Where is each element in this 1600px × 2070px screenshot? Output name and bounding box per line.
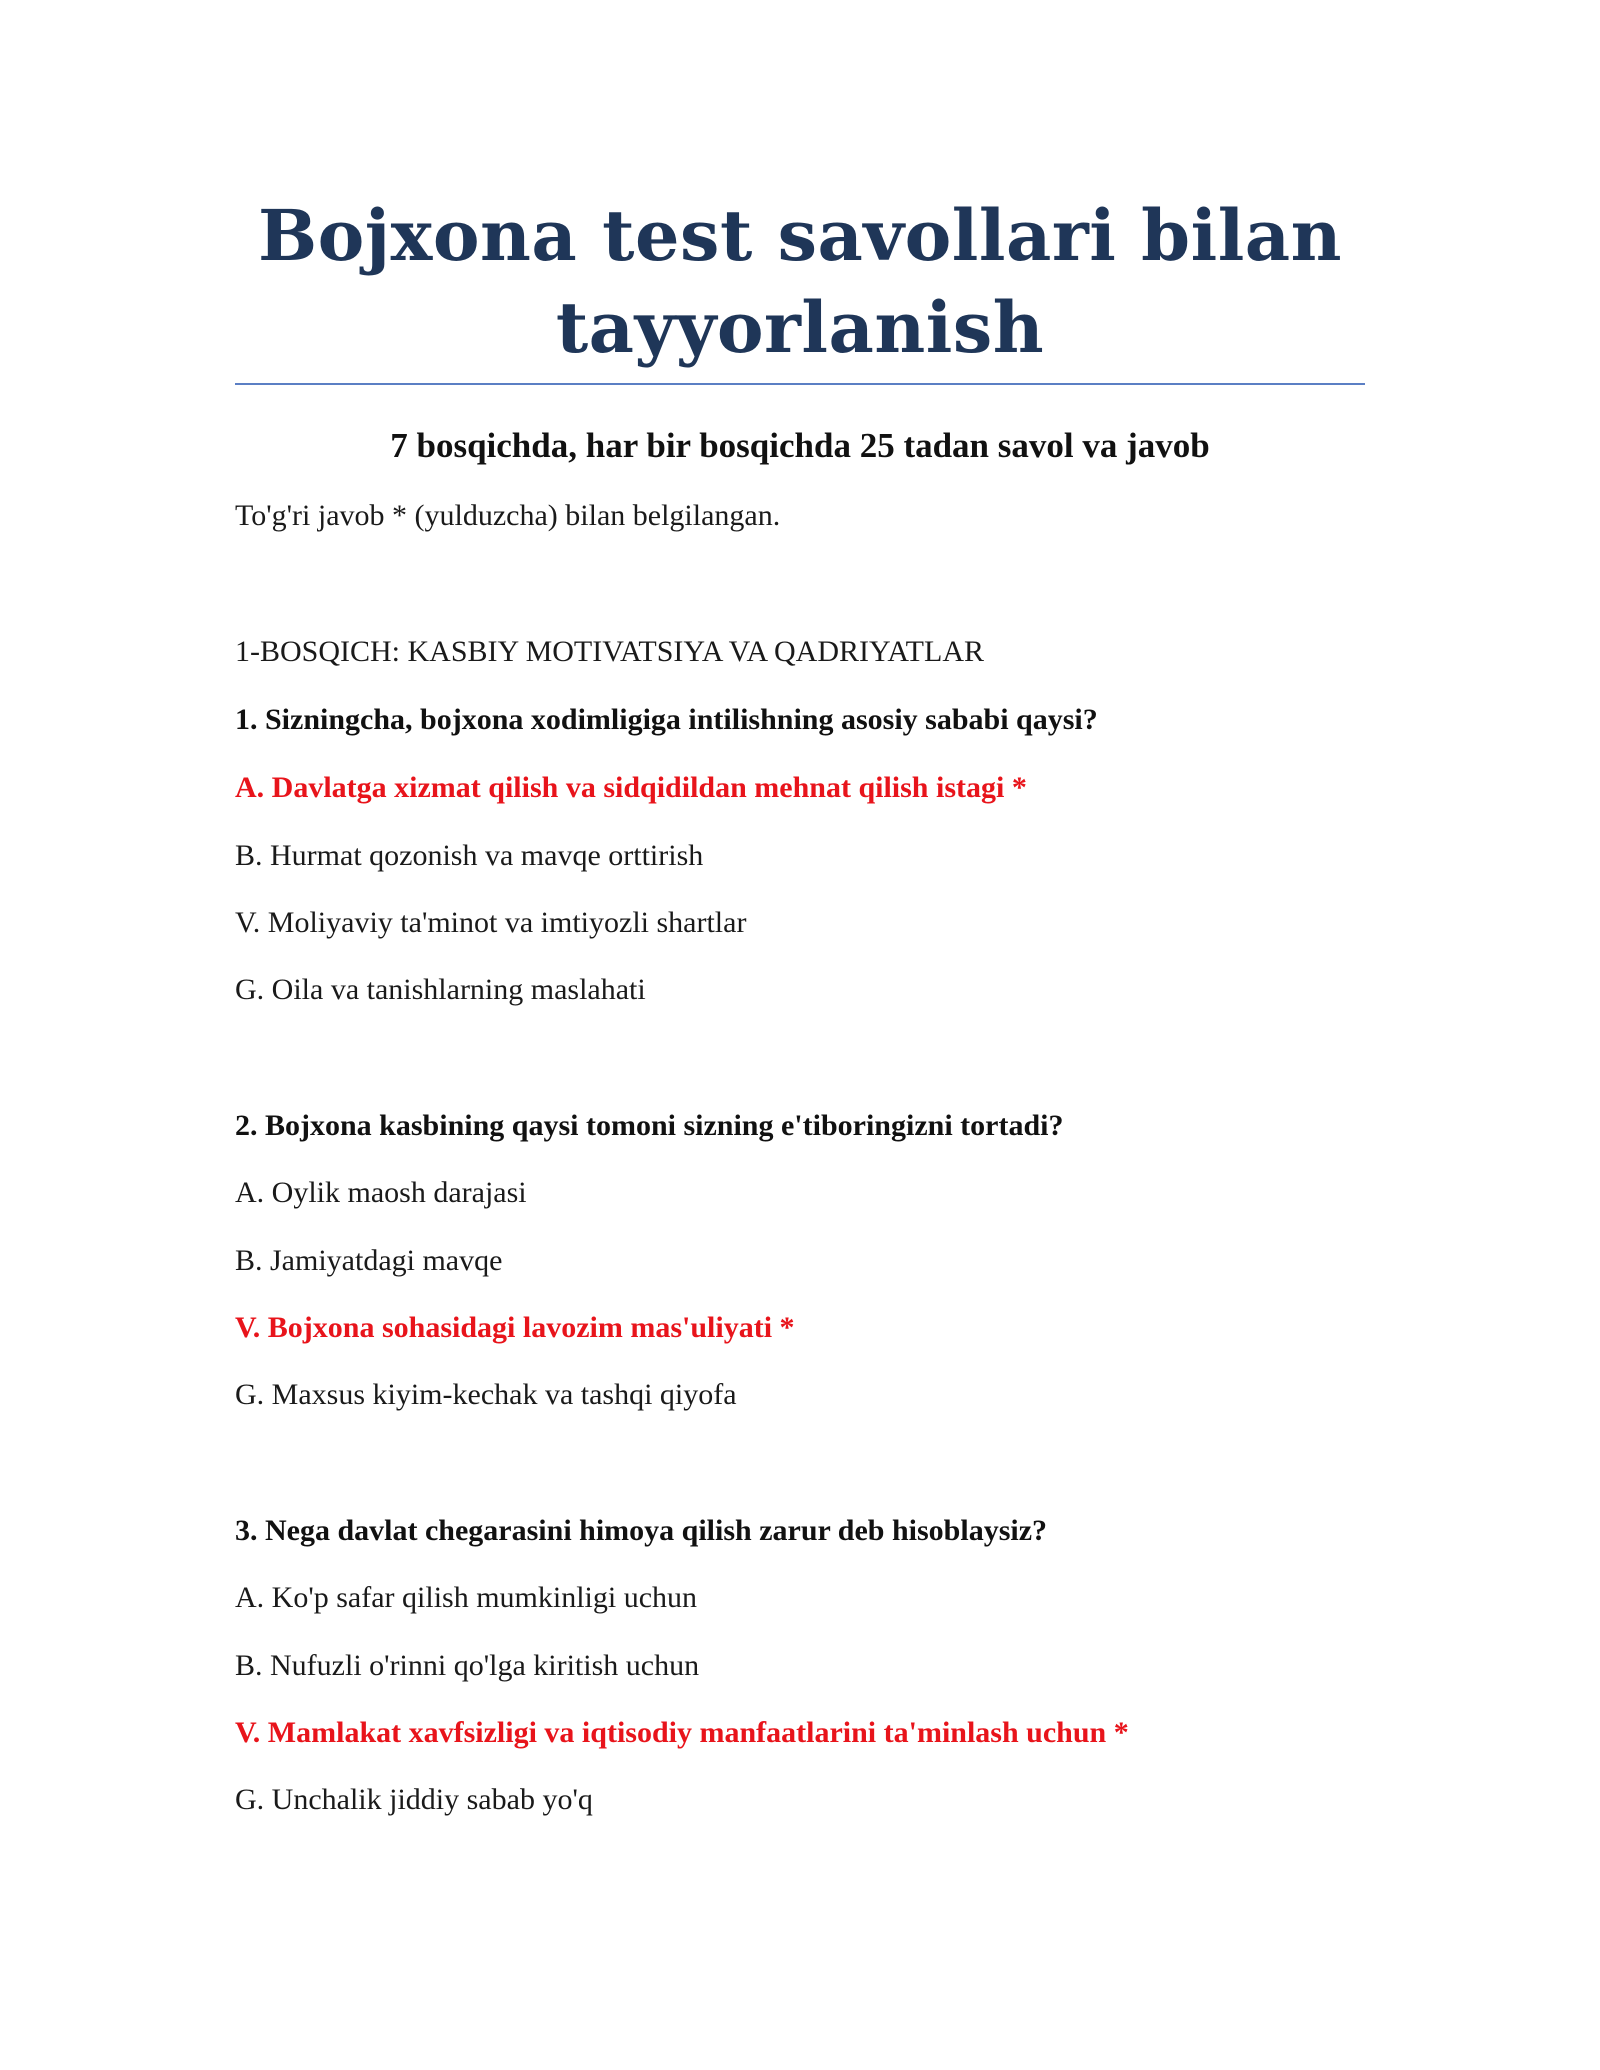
title-divider (235, 383, 1365, 385)
question-2-option-g: G. Maxsus kiyim-kechak va tashqi qiyofa (235, 1378, 737, 1411)
question-1-option-a: A. Davlatga xizmat qilish va sidqidildan mehnat qilish istagi * (235, 771, 1027, 804)
question-2-option-v: V. Bojxona sohasidagi lavozim mas'uliyati * (235, 1311, 795, 1344)
question-1-option-v: V. Moliyaviy ta'minot va imtiyozli shartlar (235, 906, 747, 939)
question-3-option-g: G. Unchalik jiddiy sabab yo'q (235, 1783, 593, 1816)
question-1-option-b: B. Hurmat qozonish va mavqe orttirish (235, 839, 704, 872)
title-line-1: Bojxona test savollari bilan (257, 194, 1343, 277)
question-3: 3. Nega davlat chegarasini himoya qilish zarur deb hisoblaysiz? (235, 1514, 1048, 1547)
question-3-option-b: B. Nufuzli o'rinni qo'lga kiritish uchun (235, 1649, 700, 1682)
question-1: 1. Sizningcha, bojxona xodimligiga intilishning asosiy sababi qaysi? (235, 703, 1098, 736)
stage-heading: 1-BOSQICH: KASBIY MOTIVATSIYA VA QADRIYATLAR (235, 635, 984, 668)
document-title-block (235, 190, 1365, 374)
answer-legend-note: To'g'ri javob * (yulduzcha) bilan belgilangan. (235, 499, 781, 532)
question-1-option-g: G. Oila va tanishlarning maslahati (235, 973, 646, 1006)
document-subtitle: 7 bosqichda, har bir bosqichda 25 tadan savol va javob (390, 426, 1210, 465)
question-2-option-a: A. Oylik maosh darajasi (235, 1176, 527, 1209)
document-title (235, 190, 1365, 374)
title-line-2: tayyorlanish (555, 286, 1045, 369)
question-2-option-b: B. Jamiyatdagi mavqe (235, 1244, 503, 1277)
question-2: 2. Bojxona kasbining qaysi tomoni sizning e'tiboringizni tortadi? (235, 1109, 1064, 1142)
question-3-option-a: A. Ko'p safar qilish mumkinligi uchun (235, 1581, 698, 1614)
question-3-option-v: V. Mamlakat xavfsizligi va iqtisodiy manfaatlarini ta'minlash uchun * (235, 1716, 1129, 1749)
